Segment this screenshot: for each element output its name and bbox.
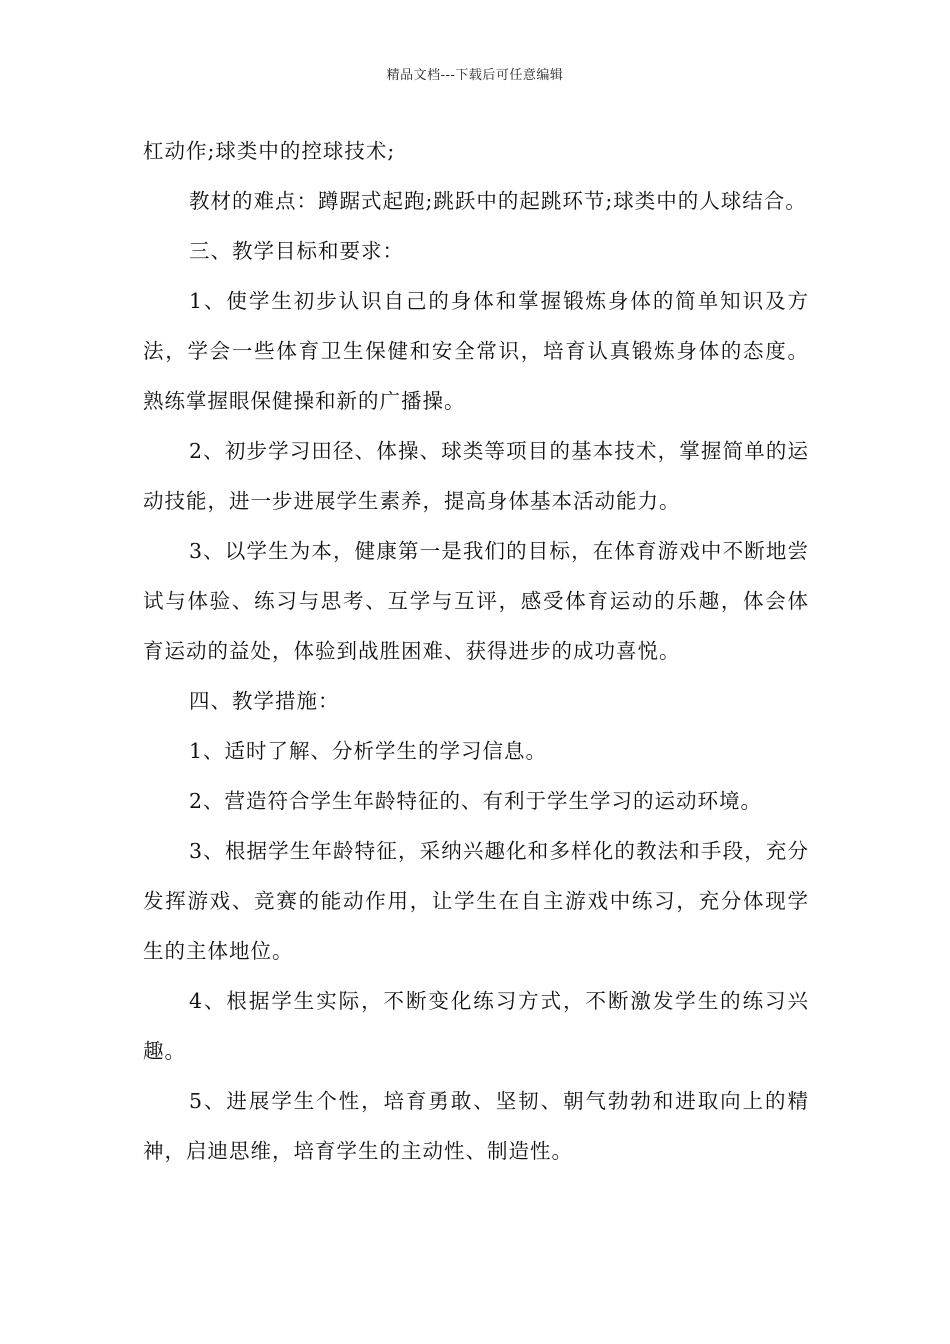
- section-heading-measures: 四、教学措施：: [189, 689, 340, 713]
- paragraph-difficulties: 教材的难点：蹲踞式起跑;跳跃中的起跳环节;球类中的人球结合。: [189, 189, 807, 213]
- goal-item-1: 1、使学生初步认识自己的身体和掌握锻炼身体的简单知识及方法，学会一些体育卫生保健和安全常识，培育认真锻炼身体的态度。熟练掌握眼保健操和新的广播操。: [143, 289, 809, 413]
- goal-item-2: 2、初步学习田径、体操、球类等项目的基本技术，掌握简单的运动技能，进一步进展学生素养，提高身体基本活动能力。: [143, 439, 809, 513]
- measure-item-2: 2、营造符合学生年龄特征的、有利于学生学习的运动环境。: [189, 789, 763, 813]
- measure-item-1: 1、适时了解、分析学生的学习信息。: [189, 739, 548, 763]
- goal-item-3: 3、以学生为本，健康第一是我们的目标，在体育游戏中不断地尝试与体验、练习与思考、互学与互评，感受体育运动的乐趣，体会体育运动的益处，体验到战胜困难、获得进步的成功喜悦。: [143, 539, 809, 663]
- measure-item-4: 4、根据学生实际，不断变化练习方式，不断激发学生的练习兴趣。: [143, 989, 809, 1063]
- measure-item-3: 3、根据学生年龄特征，采纳兴趣化和多样化的教法和手段，充分发挥游戏、竞赛的能动作用，让学生在自主游戏中练习，充分体现学生的主体地位。: [143, 839, 809, 963]
- page-header: 精品文档---下载后可任意编辑: [386, 68, 564, 83]
- section-heading-goals: 三、教学目标和要求：: [189, 239, 404, 263]
- document-body: [143, 126, 809, 1176]
- paragraph-continuation: 杠动作;球类中的控球技术;: [143, 139, 396, 163]
- measure-item-5: 5、进展学生个性，培育勇敢、坚韧、朝气勃勃和进取向上的精神，启迪思维，培育学生的主动性、制造性。: [143, 1089, 809, 1163]
